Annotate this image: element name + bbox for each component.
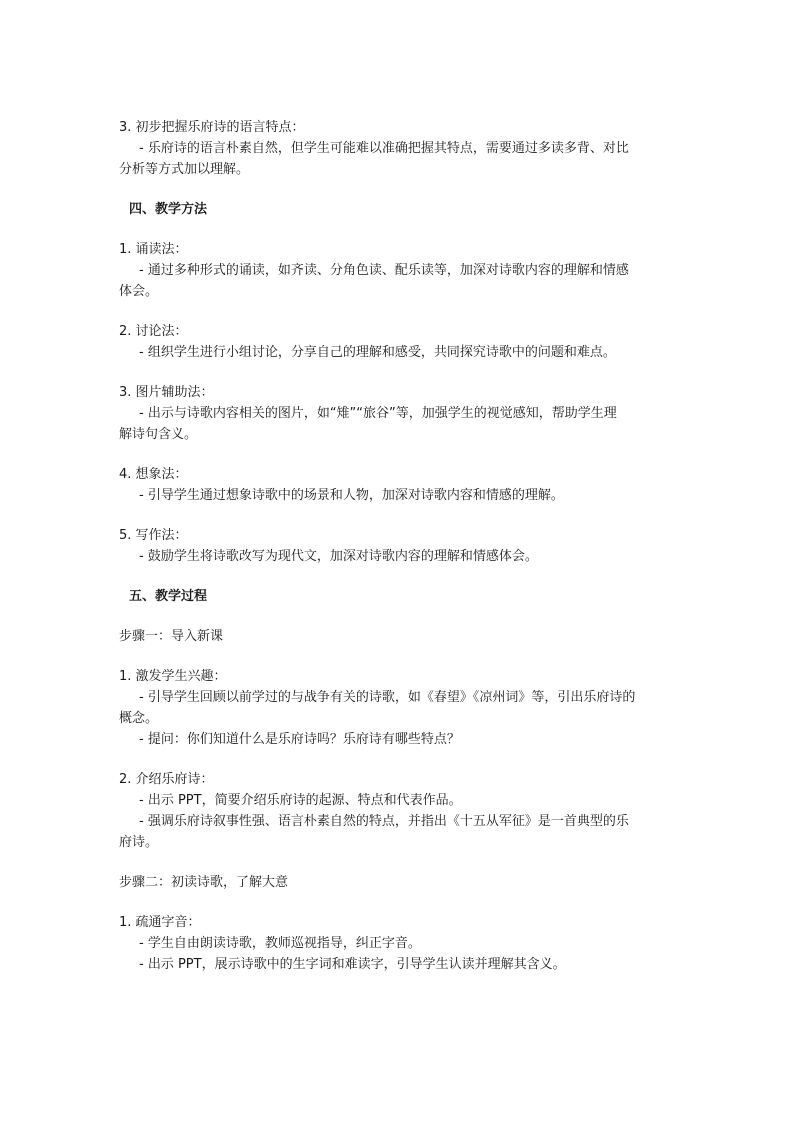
item-title: 3. 图片辅助法： — [119, 385, 214, 400]
item-detail-continuation: 解诗句含义。 — [119, 427, 198, 442]
item-title: 2. 讨论法： — [119, 324, 188, 339]
item-detail: - 提问：你们知道什么是乐府诗吗？乐府诗有哪些特点？ — [139, 732, 460, 747]
step-title-wrap — [119, 626, 675, 647]
list-item — [119, 321, 675, 363]
item-detail: - 鼓励学生将诗歌改写为现代文，加深对诗歌内容的理解和情感体会。 — [139, 549, 538, 564]
item-detail: - 组织学生进行小组讨论，分享自己的理解和感受，共同探究诗歌中的问题和难点。 — [139, 345, 616, 360]
item-title: 4. 想象法： — [119, 467, 188, 482]
item-detail: - 强调乐府诗叙事性强、语言朴素自然的特点，并指出《十五从军征》是一首典型的乐 — [139, 814, 629, 829]
item-title: 5. 写作法： — [119, 528, 188, 543]
step-title: 步骤二：初读诗歌，了解大意 — [119, 875, 289, 890]
item-detail: - 出示与诗歌内容相关的图片，如“雉”“旅谷”等，加强学生的视觉感知，帮助学生理 — [139, 406, 617, 421]
section-heading-teaching-methods: 四、教学方法 — [129, 202, 208, 217]
item-title: 2. 介绍乐府诗： — [119, 772, 214, 787]
item-title: 1. 激发学生兴趣： — [119, 669, 227, 684]
list-item — [119, 666, 675, 750]
list-item — [119, 382, 675, 445]
list-item — [119, 525, 675, 567]
item-detail-continuation: 概念。 — [119, 711, 159, 726]
item-title: 3. 初步把握乐府诗的语言特点： — [119, 120, 305, 135]
section-heading-wrap — [119, 586, 675, 607]
list-item — [119, 117, 675, 180]
item-detail: - 乐府诗的语言朴素自然，但学生可能难以准确把握其特点，需要通过多读多背、对比 — [139, 141, 629, 156]
item-detail-continuation: 分析等方式加以理解。 — [119, 162, 250, 177]
item-detail: - 出示 PPT，简要介绍乐府诗的起源、特点和代表作品。 — [139, 793, 462, 808]
item-detail-continuation: 体会。 — [119, 284, 159, 299]
item-detail: - 引导学生通过想象诗歌中的场景和人物，加深对诗歌内容和情感的理解。 — [139, 488, 564, 503]
item-detail: - 引导学生回顾以前学过的与战争有关的诗歌，如《春望》《凉州词》等，引出乐府诗的 — [139, 690, 636, 705]
item-detail-continuation: 府诗。 — [119, 835, 159, 850]
list-item — [119, 464, 675, 506]
step-title-wrap — [119, 872, 675, 893]
section-heading-wrap — [119, 199, 675, 220]
document-body — [119, 117, 675, 975]
item-title: 1. 诵读法： — [119, 242, 188, 257]
item-detail: - 学生自由朗读诗歌，教师巡视指导，纠正字音。 — [139, 936, 421, 951]
item-detail: - 出示 PPT，展示诗歌中的生字词和难读字，引导学生认读并理解其含义。 — [139, 957, 566, 972]
list-item — [119, 912, 675, 975]
item-title: 1. 疏通字音： — [119, 915, 201, 930]
item-detail: - 通过多种形式的诵读，如齐读、分角色读、配乐读等，加深对诗歌内容的理解和情感 — [139, 263, 629, 278]
list-item — [119, 769, 675, 853]
step-title: 步骤一：导入新课 — [119, 629, 224, 644]
list-item — [119, 239, 675, 302]
section-heading-teaching-process: 五、教学过程 — [129, 589, 208, 604]
